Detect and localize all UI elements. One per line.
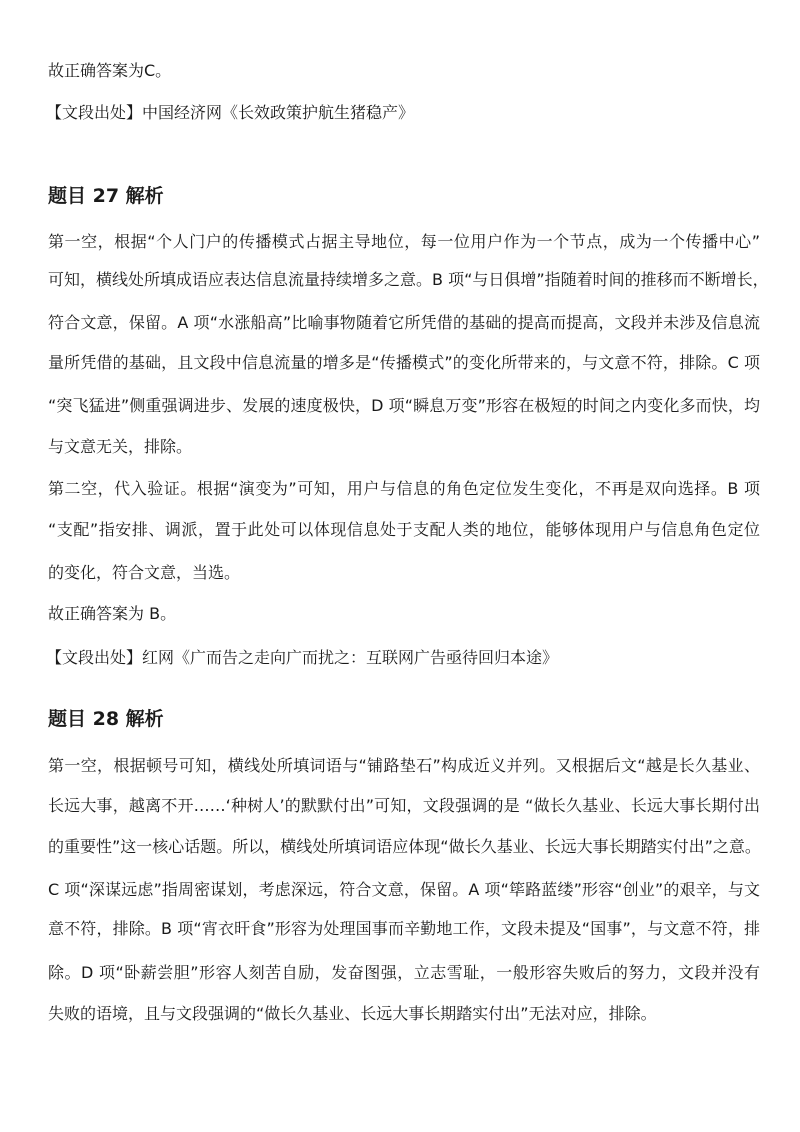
q27-p1-line: 量所凭借的基础，且文段中信息流量的增多是“传播模式”的变化所带来的，与文意不符，排除。C 项 [48,353,760,372]
q27-p1-line: 第一空，根据“个人门户的传播模式占据主导地位，每一位用户作为一个节点，成为一个传播中心” [48,232,760,251]
q28-p1-line: 长远大事，越离不开……‘种树人’的默默付出”可知，文段强调的是 “做长久基业、长远大事长期付出 [48,796,760,815]
q28-p1-line: 除。D 项“卧薪尝胆”形容人刻苦自励，发奋图强，立志雪耻，一般形容失败后的努力，文段并没有 [48,963,760,982]
q27-p1-line: 符合文意，保留。A 项“水涨船高”比喻事物随着它所凭借的基础的提高而提高，文段并未涉及信息流 [48,313,760,332]
q27-p2-line: 的变化，符合文意，当选。 [48,563,241,582]
source-line-q27: 【文段出处】红网《广而告之走向广而扰之：互联网广告亟待回归本途》 [46,648,559,667]
q27-p1-line: “突飞猛进”侧重强调进步、发展的速度极快，D 项“瞬息万变”形容在极短的时间之内变化多而快，均 [48,396,760,415]
q28-p1-line: 失败的语境，且与文段强调的“做长久基业、长远大事长期踏实付出”无法对应，排除。 [48,1004,657,1023]
q27-p2-line: “支配”指安排、调派，置于此处可以体现信息处于支配人类的地位，能够体现用户与信息角色定位 [48,520,760,539]
q28-p1-line: C 项“深谋远虑”指周密谋划，考虑深远，符合文意，保留。A 项“筚路蓝缕”形容“创业”的艰辛，与文 [48,880,760,899]
q27-p1-line: 与文意无关，排除。 [48,437,193,456]
source-line-q26: 【文段出处】中国经济网《长效政策护航生猪稳产》 [46,103,415,122]
answer-line-q27: 故正确答案为 B。 [48,604,177,623]
q28-p1-line: 的重要性”这一核心话题。所以，横线处所填词语应体现“做长久基业、长远大事长期踏实付出”之意。 [48,837,761,856]
q28-p1-line: 意不符，排除。B 项“宵衣旰食”形容为处理国事而辛勤地工作，文段未提及“国事”，与文意不符，排 [48,919,760,938]
heading-q28: 题目 28 解析 [48,708,164,730]
heading-q27: 题目 27 解析 [48,185,164,207]
q28-p1-line: 第一空，根据顿号可知，横线处所填词语与“铺路垫石”构成近义并列。又根据后文“越是长久基业、 [48,756,760,775]
q27-p2-line: 第二空，代入验证。根据“演变为”可知，用户与信息的角色定位发生变化，不再是双向选择。B 项 [48,479,760,498]
answer-line-q26: 故正确答案为C。 [48,61,172,80]
q27-p1-line: 可知，横线处所填成语应表达信息流量持续增多之意。B 项“与日俱增”指随着时间的推移而不断增长， [48,270,769,289]
